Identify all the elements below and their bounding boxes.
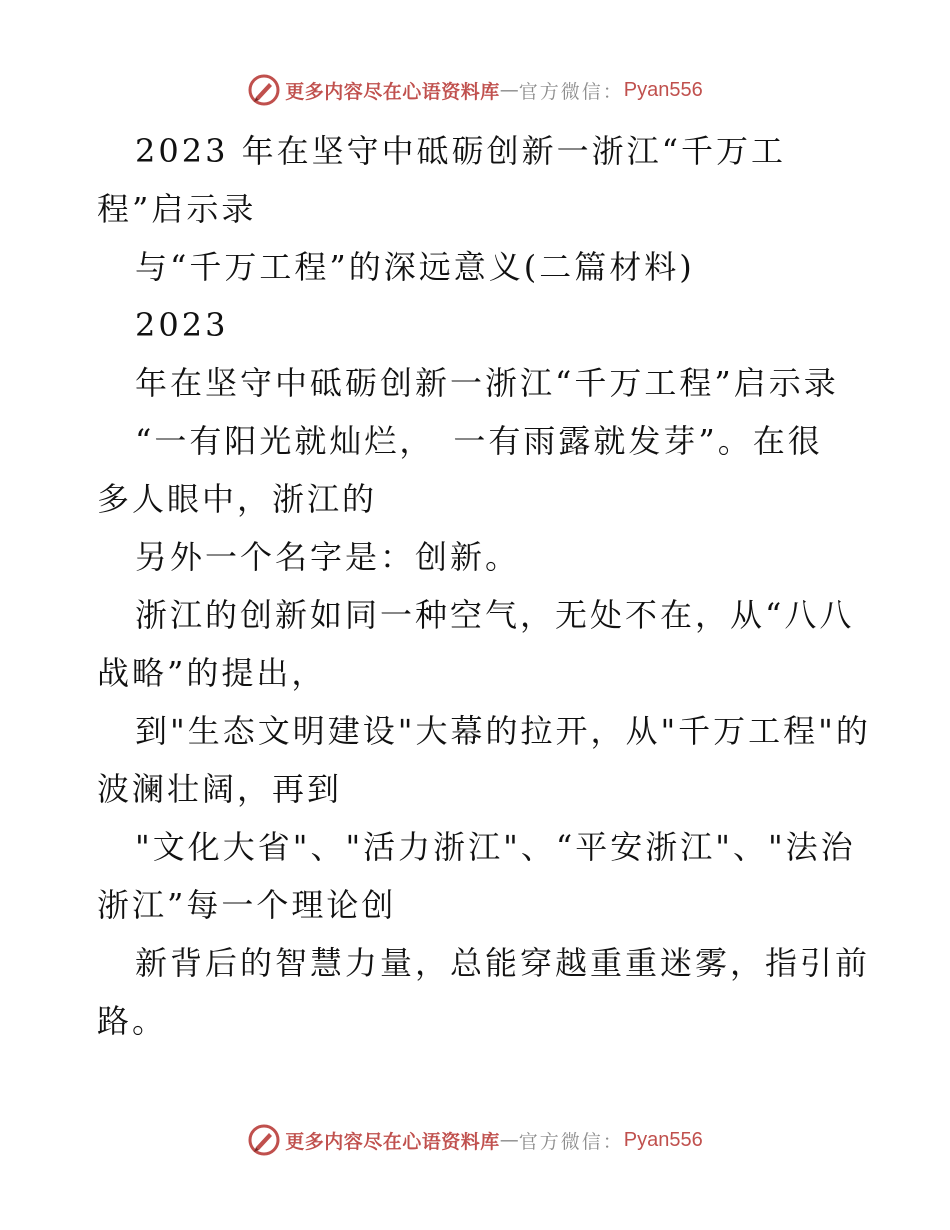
text-line: 新背后的智慧力量，总能穿越重重迷雾，指引前 <box>135 944 871 982</box>
footer-watermark <box>0 1120 950 1160</box>
text-line: “一有阳光就灿烂， 一有雨露就发芽”。在很 <box>135 422 823 460</box>
text-line: 与“千万工程”的深远意义(二篇材料) <box>135 248 695 286</box>
watermark-dash: — <box>499 1129 519 1151</box>
pen-logo-icon <box>247 73 281 107</box>
text-line: 程”启示录 <box>97 190 257 228</box>
text-line: 浙江”每一个理论创 <box>97 886 397 924</box>
text-line: 到"生态文明建设"大幕的拉开，从"千万工程"的 <box>135 712 871 750</box>
text-line: 浙江的创新如同一种空气，无处不在，从“八八 <box>135 596 855 634</box>
watermark-dash: — <box>499 79 519 101</box>
watermark-brand: 更多内容尽在心语资料库 <box>285 1130 500 1153</box>
document-body <box>97 122 871 1050</box>
pen-logo-icon <box>247 1123 281 1157</box>
watermark-brand: 更多内容尽在心语资料库 <box>285 80 500 103</box>
watermark-id: Pyan556 <box>623 1128 703 1151</box>
text-line: 年在坚守中砥砺创新一浙江“千万工程”启示录 <box>135 364 839 402</box>
text-line: 多人眼中，浙江的 <box>97 480 378 518</box>
text-line: 2023 <box>135 306 229 344</box>
watermark-label: 官方微信： <box>518 80 624 103</box>
text-line: "文化大省"、"活力浙江"、“平安浙江"、"法治 <box>135 828 856 866</box>
text-line: 2023 年在坚守中砥砺创新一浙江“千万工 <box>135 132 786 170</box>
text-line: 波澜壮阔，再到 <box>97 770 343 808</box>
text-line: 另外一个名字是：创新。 <box>135 538 521 576</box>
watermark-id: Pyan556 <box>623 78 703 101</box>
text-line: 路。 <box>97 1002 168 1040</box>
watermark-label: 官方微信： <box>518 1130 624 1153</box>
header-watermark <box>0 70 950 110</box>
text-line: 战略”的提出， <box>97 654 327 692</box>
